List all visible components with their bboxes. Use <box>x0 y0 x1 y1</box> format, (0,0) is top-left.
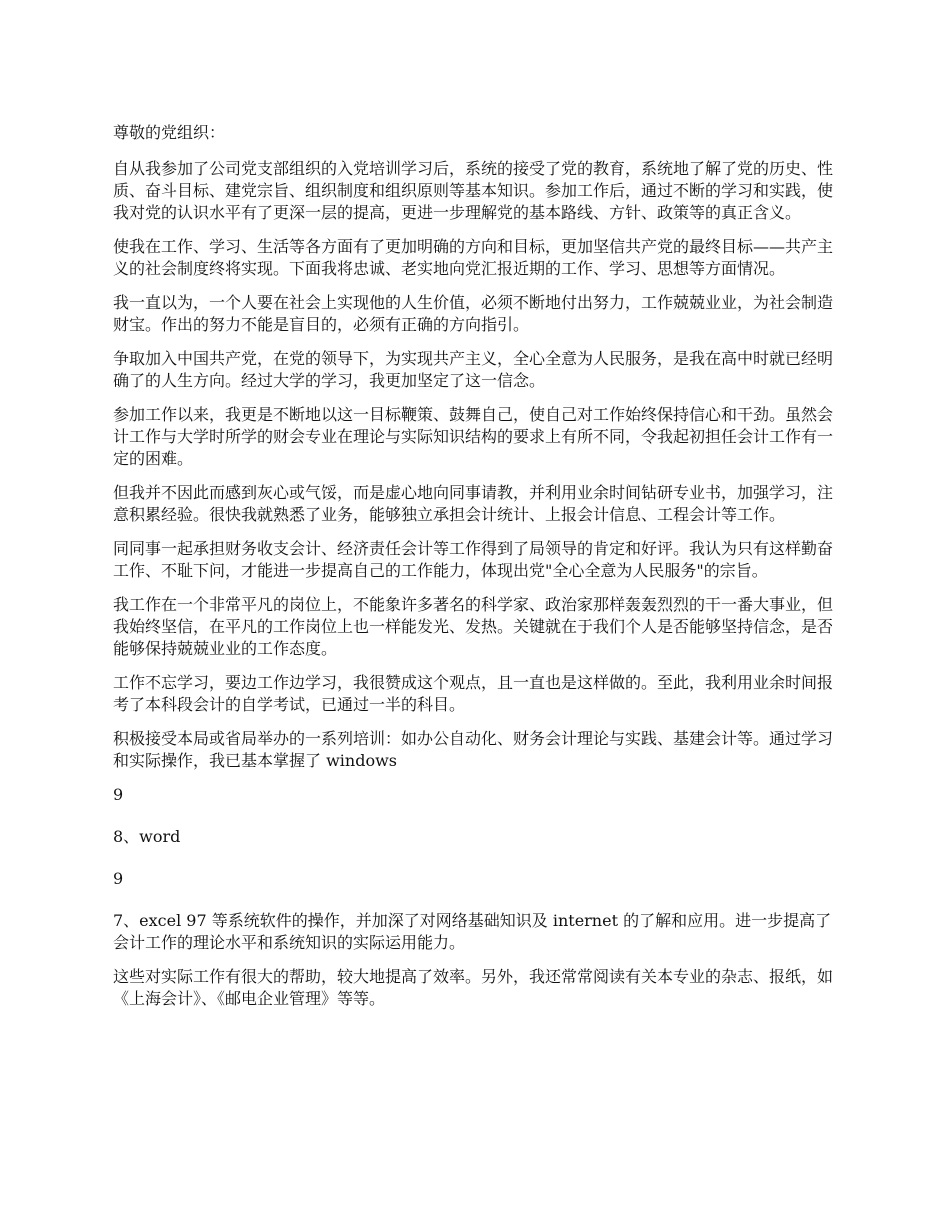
salutation: 尊敬的党组织： <box>113 123 226 142</box>
paragraph-11: 9 <box>113 785 124 804</box>
paragraph-12: 8、word <box>113 827 181 846</box>
paragraph-13: 9 <box>113 869 124 888</box>
paragraph-2: 使我在工作、学习、生活等各方面有了更加明确的方向和目标，更加坚信共产党的最终目标——共产主义的社会制度终将实现。下面我将忠诚、老实地向党汇报近期的工作、学习、思想等方面情况。 <box>113 237 834 278</box>
paragraph-9: 工作不忘学习，要边工作边学习，我很赞成这个观点，且一直也是这样做的。至此，我利用业余时间报考了本科段会计的自学考试，已通过一半的科目。 <box>113 673 834 714</box>
paragraph-1: 自从我参加了公司党支部组织的入党培训学习后，系统的接受了党的教育，系统地了解了党的历史、性质、奋斗目标、建党宗旨、组织制度和组织原则等基本知识。参加工作后，通过不断的学习和实践，使我对党的认识水平有了更深一层的提高，更进一步理解党的基本路线、方针、政策等的真正含义。 <box>113 159 834 222</box>
paragraph-6: 但我并不因此而感到灰心或气馁，而是虚心地向同事请教，并利用业余时间钻研专业书，加强学习，注意积累经验。很快我就熟悉了业务，能够独立承担会计统计、上报会计信息、工程会计等工作。 <box>113 483 834 524</box>
paragraph-7: 同同事一起承担财务收支会计、经济责任会计等工作得到了局领导的肯定和好评。我认为只有这样勤奋工作、不耻下问，才能进一步提高自己的工作能力，体现出党"全心全意为人民服务"的宗旨。 <box>113 539 834 580</box>
paragraph-8: 我工作在一个非常平凡的岗位上，不能象许多著名的科学家、政治家那样轰轰烈烈的干一番大事业，但我始终坚信，在平凡的工作岗位上也一样能发光、发热。关键就在于我们个人是否能够坚持信念，是否能够保持兢兢业业的工作态度。 <box>113 595 834 658</box>
paragraph-5: 参加工作以来，我更是不断地以这一目标鞭策、鼓舞自己，使自己对工作始终保持信心和干劲。虽然会计工作与大学时所学的财会专业在理论与实际知识结构的要求上有所不同，令我起初担任会计工作有一定的困难。 <box>113 405 834 468</box>
paragraph-3: 我一直以为，一个人要在社会上实现他的人生价值，必须不断地付出努力，工作兢兢业业，为社会制造财宝。作出的努力不能是盲目的，必须有正确的方向指引。 <box>113 293 834 334</box>
paragraph-14: 7、excel 97 等系统软件的操作，并加深了对网络基础知识及 internet 的了解和应用。进一步提高了会计工作的理论水平和系统知识的实际运用能力。 <box>113 911 832 952</box>
document-body <box>113 122 840 1022</box>
paragraph-4: 争取加入中国共产党，在党的领导下，为实现共产主义，全心全意为人民服务，是我在高中时就已经明确了的人生方向。经过大学的学习，我更加坚定了这一信念。 <box>113 349 834 390</box>
paragraph-10: 积极接受本局或省局举办的一系列培训：如办公自动化、财务会计理论与实践、基建会计等。通过学习和实际操作，我已基本掌握了 windows <box>113 729 834 770</box>
paragraph-15: 这些对实际工作有很大的帮助，较大地提高了效率。另外，我还常常阅读有关本专业的杂志、报纸，如《上海会计》、《邮电企业管理》等等。 <box>113 967 834 1008</box>
